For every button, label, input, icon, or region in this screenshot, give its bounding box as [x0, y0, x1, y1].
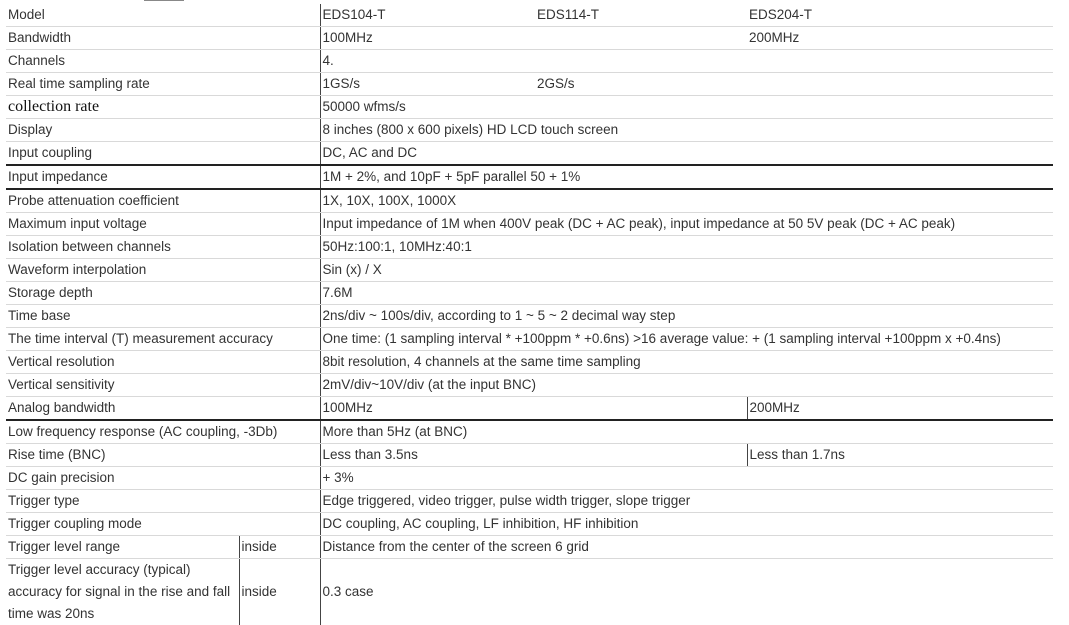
- row-rise-time: [6, 444, 1053, 467]
- label-trigger-level-range: Trigger level range: [6, 536, 239, 559]
- value-model-1: EDS104-T: [320, 4, 535, 27]
- value-time-interval: One time: (1 sampling interval * +100ppm * +0.6ns) >16 average value: + (1 sampling interval +100ppm x +0.4ns): [320, 328, 1053, 351]
- label-trigger-level-accuracy: Trigger level accuracy (typical) accuracy for signal in the rise and fall time was 20ns: [6, 559, 239, 625]
- row-isolation: [6, 236, 1053, 259]
- value-trigger-type: Edge triggered, video trigger, pulse width trigger, slope trigger: [320, 490, 1053, 513]
- label-trigger-type: Trigger type: [6, 490, 320, 513]
- value-low-freq-response: More than 5Hz (at BNC): [320, 420, 1053, 444]
- value-trigger-level-range: Distance from the center of the screen 6 grid: [320, 536, 1053, 559]
- value-dc-gain: + 3%: [320, 467, 1053, 490]
- sub-trigger-level-range: inside: [239, 536, 320, 559]
- value-analog-bandwidth-2: 200MHz: [747, 397, 1053, 421]
- value-rise-time-1: Less than 3.5ns: [320, 444, 747, 467]
- value-bandwidth-1: 100MHz: [320, 27, 747, 50]
- label-storage-depth: Storage depth: [6, 282, 320, 305]
- value-bandwidth-2: 200MHz: [747, 27, 1053, 50]
- row-input-impedance: [6, 165, 1053, 189]
- label-bandwidth: Bandwidth: [6, 27, 320, 50]
- top-edge-fragment: [144, 0, 184, 1]
- row-trigger-type: [6, 490, 1053, 513]
- row-display: [6, 119, 1053, 142]
- label-input-impedance: Input impedance: [6, 165, 320, 189]
- label-vertical-resolution: Vertical resolution: [6, 351, 320, 374]
- label-vertical-sensitivity: Vertical sensitivity: [6, 374, 320, 397]
- row-collection-rate: [6, 96, 1053, 119]
- value-sampling-rate-2: 2GS/s: [535, 73, 1053, 96]
- label-trigger-coupling: Trigger coupling mode: [6, 513, 320, 536]
- label-max-input-voltage: Maximum input voltage: [6, 213, 320, 236]
- value-channels: 4.: [320, 50, 1053, 73]
- sub-trigger-level-accuracy: inside: [239, 559, 320, 625]
- value-trigger-coupling: DC coupling, AC coupling, LF inhibition, HF inhibition: [320, 513, 1053, 536]
- row-dc-gain: [6, 467, 1053, 490]
- row-waveform-interpolation: [6, 259, 1053, 282]
- label-input-coupling: Input coupling: [6, 142, 320, 166]
- label-time-interval: The time interval (T) measurement accuracy: [6, 328, 320, 351]
- label-waveform-interpolation: Waveform interpolation: [6, 259, 320, 282]
- label-dc-gain: DC gain precision: [6, 467, 320, 490]
- spec-table: [6, 4, 1053, 625]
- value-model-2: EDS114-T: [535, 4, 747, 27]
- row-model: [6, 4, 1053, 27]
- row-time-interval: [6, 328, 1053, 351]
- value-max-input-voltage: Input impedance of 1M when 400V peak (DC + AC peak), input impedance at 50 5V peak (DC + AC peak): [320, 213, 1053, 236]
- label-time-base: Time base: [6, 305, 320, 328]
- row-vertical-sensitivity: [6, 374, 1053, 397]
- label-model: Model: [6, 4, 320, 27]
- value-probe-attenuation: 1X, 10X, 100X, 1000X: [320, 189, 1053, 213]
- label-probe-attenuation: Probe attenuation coefficient: [6, 189, 320, 213]
- row-analog-bandwidth: [6, 397, 1053, 421]
- value-waveform-interpolation: Sin (x) / X: [320, 259, 1053, 282]
- label-display: Display: [6, 119, 320, 142]
- value-storage-depth: 7.6M: [320, 282, 1053, 305]
- label-rise-time: Rise time (BNC): [6, 444, 320, 467]
- value-input-impedance: 1M + 2%, and 10pF + 5pF parallel 50 + 1%: [320, 165, 1053, 189]
- label-analog-bandwidth: Analog bandwidth: [6, 397, 320, 421]
- row-max-input-voltage: [6, 213, 1053, 236]
- value-vertical-resolution: 8bit resolution, 4 channels at the same time sampling: [320, 351, 1053, 374]
- value-time-base: 2ns/div ~ 100s/div, according to 1 ~ 5 ~ 2 decimal way step: [320, 305, 1053, 328]
- row-trigger-coupling: [6, 513, 1053, 536]
- row-probe-attenuation: [6, 189, 1053, 213]
- row-low-freq-response: [6, 420, 1053, 444]
- row-time-base: [6, 305, 1053, 328]
- row-storage-depth: [6, 282, 1053, 305]
- value-trigger-level-accuracy: 0.3 case: [320, 559, 1053, 625]
- label-collection-rate: collection rate: [6, 96, 320, 119]
- row-bandwidth: [6, 27, 1053, 50]
- value-vertical-sensitivity: 2mV/div~10V/div (at the input BNC): [320, 374, 1053, 397]
- value-rise-time-2: Less than 1.7ns: [747, 444, 1053, 467]
- row-trigger-level-range: [6, 536, 1053, 559]
- value-sampling-rate-1: 1GS/s: [320, 73, 535, 96]
- label-isolation: Isolation between channels: [6, 236, 320, 259]
- row-trigger-level-accuracy: [6, 559, 1053, 625]
- value-isolation: 50Hz:100:1, 10MHz:40:1: [320, 236, 1053, 259]
- row-vertical-resolution: [6, 351, 1053, 374]
- row-input-coupling: [6, 142, 1053, 166]
- label-low-freq-response: Low frequency response (AC coupling, -3Db): [6, 420, 320, 444]
- label-sampling-rate: Real time sampling rate: [6, 73, 320, 96]
- value-model-3: EDS204-T: [747, 4, 1053, 27]
- value-analog-bandwidth-1: 100MHz: [320, 397, 747, 421]
- value-collection-rate: 50000 wfms/s: [320, 96, 1053, 119]
- row-sampling-rate: [6, 73, 1053, 96]
- value-input-coupling: DC, AC and DC: [320, 142, 1053, 166]
- label-channels: Channels: [6, 50, 320, 73]
- row-channels: [6, 50, 1053, 73]
- value-display: 8 inches (800 x 600 pixels) HD LCD touch screen: [320, 119, 1053, 142]
